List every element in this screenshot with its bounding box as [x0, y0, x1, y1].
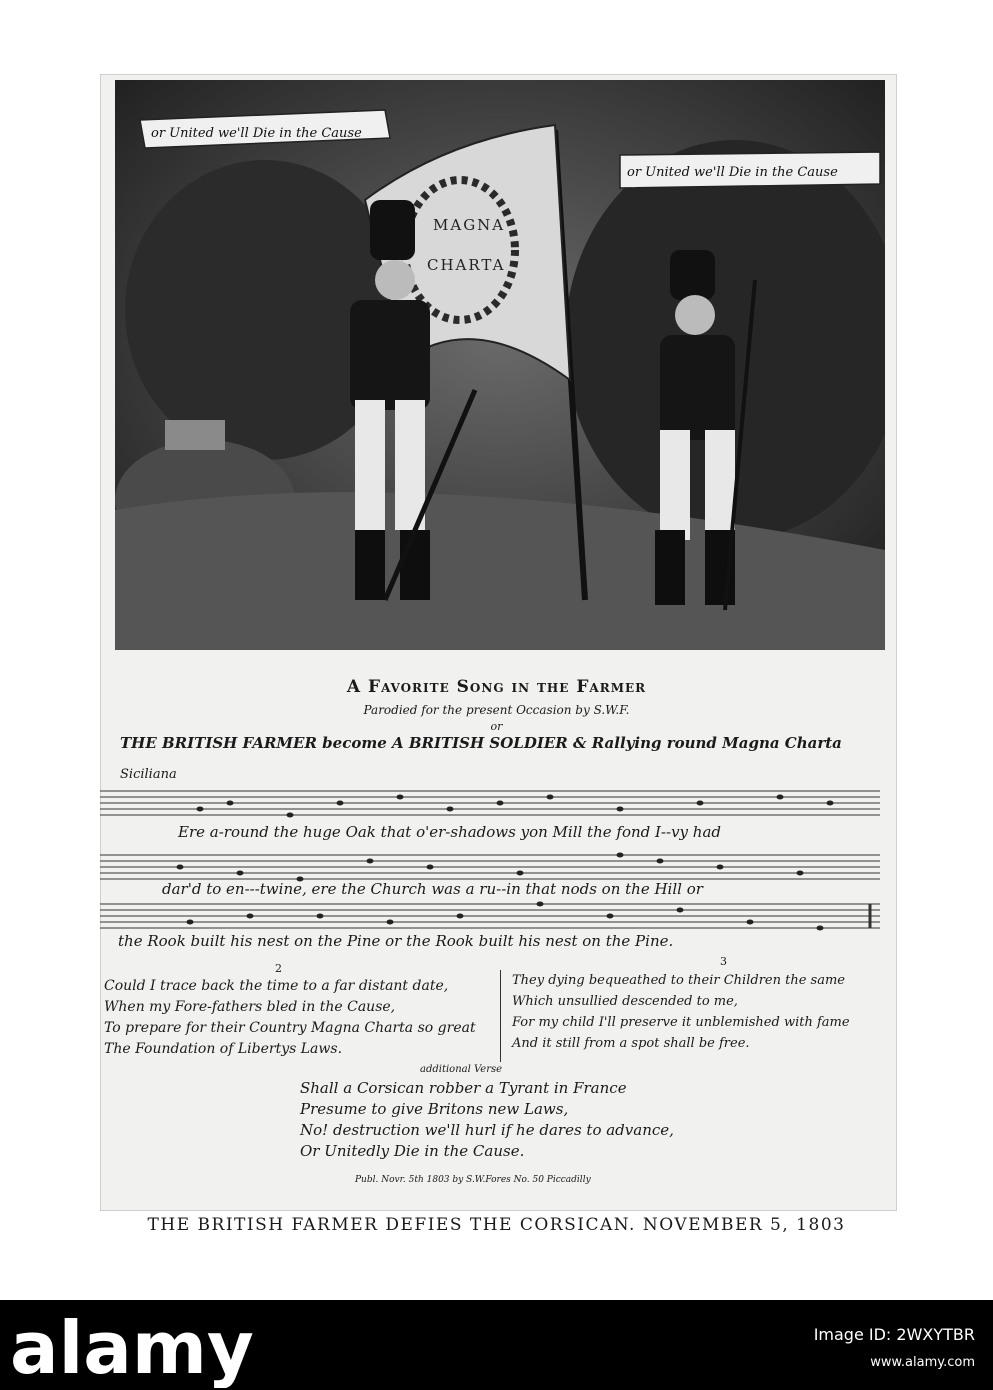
additional-verse-line-3: No! destruction we'll hurl if he dares to advance,: [300, 1121, 674, 1139]
banner-text-charta: CHARTA: [427, 256, 506, 274]
verse-2-number: 2: [275, 962, 282, 975]
image-id: Image ID: 2WXYTBR: [813, 1325, 975, 1344]
additional-verse: [300, 1078, 674, 1162]
verse-2: [104, 976, 476, 1060]
verse-2-line-2: When my Fore-fathers bled in the Cause,: [104, 999, 396, 1015]
verse-2-line-1: Could I trace back the time to a far distant date,: [104, 978, 449, 994]
engraving-illustration: [115, 80, 885, 650]
song-subtitle: Parodied for the present Occasion by S.W.F.: [363, 703, 630, 717]
alamy-logo-text: alamy: [10, 1306, 254, 1388]
additional-verse-line-2: Presume to give Britons new Laws,: [300, 1100, 569, 1118]
ribbon-right-text: or United we'll Die in the Cause: [627, 165, 838, 180]
figure-caption: THE BRITISH FARMER DEFIES THE CORSICAN. NOVEMBER 5, 1803: [147, 1215, 846, 1235]
alamy-logo: [0, 1303, 360, 1388]
verse-3: [512, 970, 850, 1054]
verse-3-line-2: Which unsullied descended to me,: [512, 994, 738, 1009]
music-staff-3: [100, 896, 880, 936]
song-title: A Favorite Song in the Farmer: [346, 677, 647, 697]
verse-3-line-4: And it still from a spot shall be free.: [512, 1036, 750, 1051]
song-or: or: [490, 720, 503, 733]
song-alt-title: THE BRITISH FARMER become A BRITISH SOLDIER & Rallying round Magna Charta: [120, 734, 842, 752]
additional-verse-line-1: Shall a Corsican robber a Tyrant in France: [300, 1079, 627, 1097]
verse-3-line-3: For my child I'll preserve it unblemished with fame: [512, 1015, 850, 1030]
verse-3-line-1: They dying bequeathed to their Children the same: [512, 973, 845, 988]
lyric-line-1: Ere a-round the huge Oak that o'er-shadows yon Mill the fond I--vy had: [178, 823, 721, 841]
tempo-marking: Siciliana: [120, 767, 177, 782]
music-staff-1: [100, 783, 880, 823]
publisher-imprint: Publ. Novr. 5th 1803 by S.W.Fores No. 50 Piccadilly: [355, 1175, 591, 1185]
ribbon-left-text: or United we'll Die in the Cause: [151, 126, 362, 141]
additional-verse-line-4: Or Unitedly Die in the Cause.: [300, 1142, 525, 1160]
additional-verse-label: additional Verse: [420, 1064, 503, 1075]
verse-2-line-4: The Foundation of Libertys Laws.: [104, 1041, 343, 1057]
lyric-line-3: the Rook built his nest on the Pine or the Rook built his nest on the Pine.: [118, 932, 674, 950]
stock-url[interactable]: www.alamy.com: [870, 1355, 975, 1370]
verse-2-line-3: To prepare for their Country Magna Charta so great: [104, 1020, 476, 1036]
verse-divider: [500, 970, 501, 1062]
verse-3-number: 3: [720, 955, 727, 968]
banner-text-magna: MAGNA: [433, 216, 506, 234]
lyric-line-2: dar'd to en---twine, ere the Church was a ru--in that nods on the Hill or: [162, 880, 703, 898]
